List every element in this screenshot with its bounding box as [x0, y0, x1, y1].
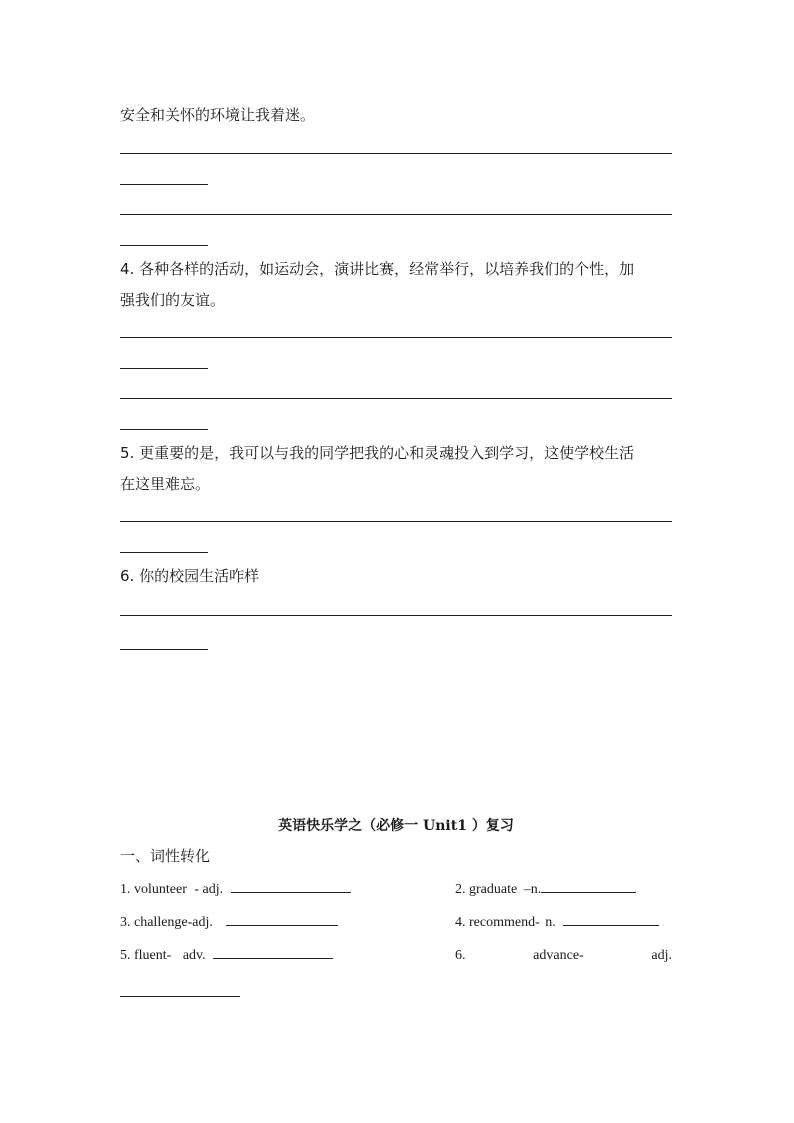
answer-blank[interactable] [226, 925, 338, 926]
item-number: 4. [455, 915, 466, 930]
item-number: 1. [120, 882, 131, 897]
exercise-item-5 [120, 946, 333, 966]
item-pos: - adj. [194, 882, 224, 897]
answer-line-short[interactable] [120, 429, 208, 430]
answer-line-short[interactable] [120, 552, 208, 553]
item-number: 5. [120, 948, 131, 963]
answer-line[interactable] [120, 153, 672, 154]
question-5-line-2: 在这里难忘。 [120, 475, 211, 493]
item-word: volunteer [134, 882, 187, 897]
question-4-line-1: 4. 各种各样的活动，如运动会，演讲比赛，经常举行，以培养我们的个性，加 [120, 260, 635, 278]
intro-sentence: 安全和关怀的环境让我着迷。 [120, 106, 316, 124]
exercise-item-4 [455, 913, 659, 933]
exercise-item-6 [455, 946, 672, 966]
item-number: 6. [455, 948, 466, 963]
item-word: challenge-adj. [134, 915, 213, 930]
answer-line[interactable] [120, 615, 672, 616]
item-word: advance- [533, 948, 584, 963]
exercise-item-2 [455, 880, 636, 900]
answer-line[interactable] [120, 337, 672, 338]
answer-line-short[interactable] [120, 184, 208, 185]
item-number: 3. [120, 915, 131, 930]
exercise-item-3 [120, 913, 338, 933]
answer-blank[interactable] [563, 925, 659, 926]
item-number: 2. [455, 882, 466, 897]
review-title: 英语快乐学之（必修一 Unit1 ）复习 [278, 818, 514, 834]
item-pos: –n. [523, 882, 542, 897]
exercise-item-1 [120, 880, 351, 900]
item-pos: adv. [182, 948, 206, 963]
answer-line[interactable] [120, 398, 672, 399]
question-4-line-2: 强我们的友谊。 [120, 291, 226, 309]
item-word: fluent- [134, 948, 172, 963]
item-word: graduate [469, 882, 518, 897]
question-6: 6. 你的校园生活咋样 [120, 567, 260, 585]
item-pos: adj. [651, 948, 672, 963]
answer-blank[interactable] [213, 958, 333, 959]
question-5-line-1: 5. 更重要的是，我可以与我的同学把我的心和灵魂投入到学习，这使学校生活 [120, 444, 635, 462]
answer-line-short[interactable] [120, 368, 208, 369]
part-heading: 一、词性转化 [120, 847, 211, 865]
answer-blank[interactable] [231, 892, 351, 893]
answer-line-short[interactable] [120, 245, 208, 246]
item-word: recommend- [469, 915, 540, 930]
answer-line[interactable] [120, 214, 672, 215]
answer-line[interactable] [120, 521, 672, 522]
answer-line-short[interactable] [120, 649, 208, 650]
answer-blank[interactable] [541, 892, 636, 893]
item-pos: n. [545, 915, 556, 930]
answer-blank-item-6[interactable] [120, 996, 240, 997]
